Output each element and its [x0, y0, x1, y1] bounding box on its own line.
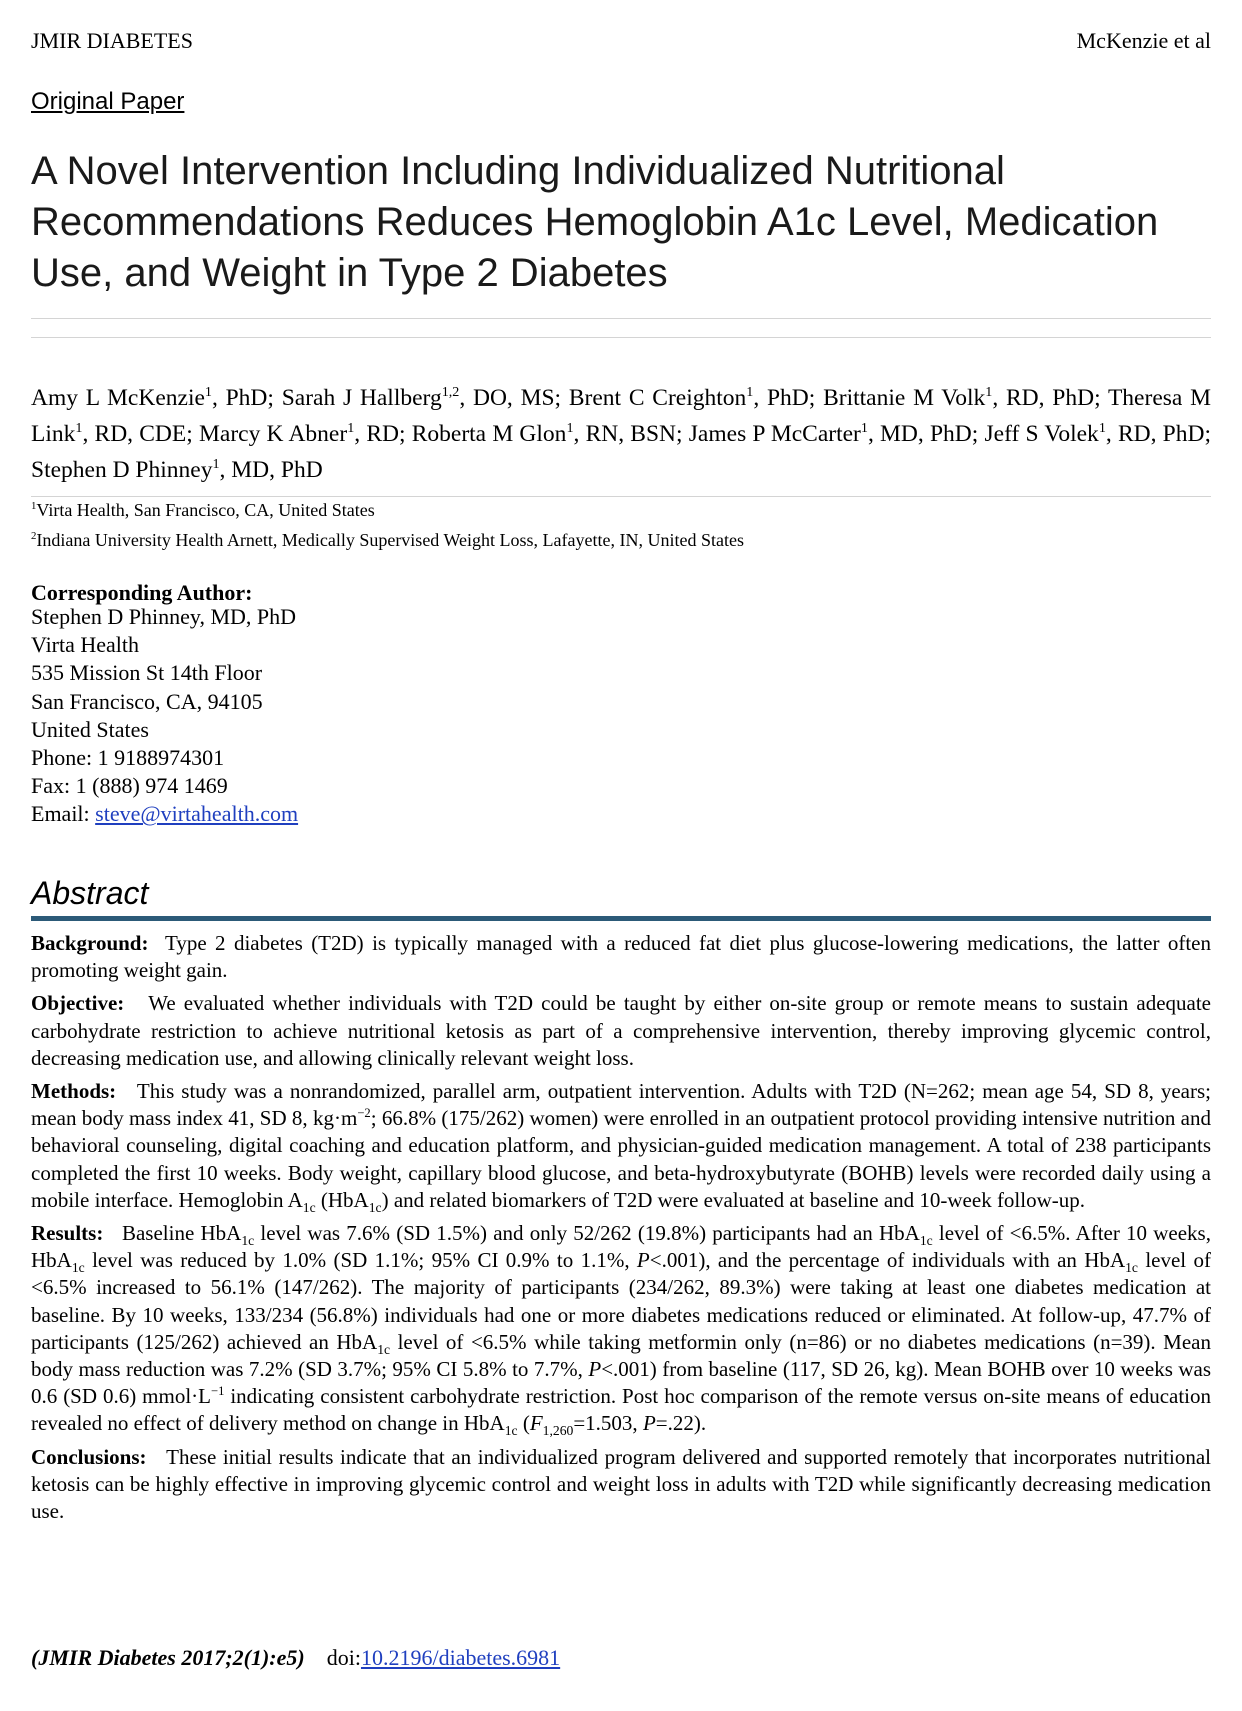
author-name: Jeff S Volek [984, 421, 1099, 447]
citation [31, 1645, 560, 1671]
author-name: Roberta M Glon [411, 421, 567, 447]
abstract-objective [31, 990, 1211, 1072]
superscript: −1 [210, 1384, 225, 1399]
affiliation [31, 500, 1211, 521]
subscript: 1c [1125, 1260, 1138, 1276]
author-degree: , RD, PhD; [1105, 421, 1212, 447]
section-text: Baseline HbA [121, 1221, 242, 1246]
author-degree: , PhD; [753, 385, 824, 411]
author-affiliation: 1 [746, 384, 754, 401]
section-label: Objective: [31, 991, 125, 1016]
affiliation-number: 1 [31, 500, 37, 512]
section-label: Conclusions: [31, 1444, 147, 1469]
corresponding-phone: Phone: 1 9188974301 [31, 745, 225, 771]
author-degree: , RN, BSN; [573, 421, 689, 447]
section-text: =1.503, [573, 1411, 643, 1436]
section-text: =.22). [655, 1411, 707, 1436]
author-degree: , RD, CDE; [82, 421, 200, 447]
p-value-symbol: P [636, 1248, 650, 1273]
author-name: Marcy K Abner [199, 421, 348, 447]
author-name: Sarah J Hallberg [281, 385, 442, 411]
article-title: A Novel Intervention Including Individualized Nutritional Recommendations Reduces Hemoglobin A1c Level, Medication Use, and Weight in Type 2 Diabetes [31, 149, 1159, 295]
article-type: Original Paper [31, 88, 185, 115]
author-name: Brent C Creighton [568, 385, 747, 411]
affiliation [31, 530, 1211, 551]
author-degree: , MD, PhD; [867, 421, 985, 447]
doi-label: doi: [326, 1645, 361, 1670]
running-author: McKenzie et al [1076, 28, 1211, 53]
divider [31, 337, 1211, 338]
author-degree: , RD, PhD; [992, 385, 1108, 411]
superscript: −2 [357, 1106, 371, 1121]
corresponding-author-label: Corresponding Author: [31, 580, 253, 605]
author-degree: , PhD; [211, 385, 282, 411]
corresponding-street: 535 Mission St 14th Floor [31, 660, 263, 686]
running-header [31, 28, 1211, 58]
corresponding-email-line [31, 800, 831, 828]
author-affiliation: 1 [204, 384, 212, 401]
section-text: This study was a nonrandomized, parallel arm, outpatient intervention. Adults with T2D (N=262; mean age 54, SD 8, years; mean body mass index 41, SD 8, kg·m [31, 1079, 1212, 1131]
subscript: 1c [241, 1233, 255, 1249]
corresponding-country: United States [31, 716, 149, 742]
email-link[interactable]: steve@virtahealth.com [95, 801, 299, 827]
section-label: Background: [31, 931, 149, 955]
author-affiliation: 1,2 [441, 384, 460, 401]
affiliation-text: Virta Health, San Francisco, CA, United States [36, 500, 375, 520]
author-name: Theresa M Link [31, 385, 1211, 447]
section-text: ( [517, 1411, 530, 1436]
subscript: 1c [504, 1423, 518, 1439]
section-label: Results: [31, 1221, 104, 1246]
author-name: Brittanie M Volk [823, 385, 986, 411]
author-name: Amy L McKenzie [31, 385, 205, 411]
abstract-heading: Abstract [31, 875, 149, 911]
email-label: Email: [31, 801, 96, 827]
divider [31, 318, 1211, 319]
section-text: These initial results indicate that an individualized program delivered and supported remotely that incorporates nutritional ketosis can be highly effective in improving glycemic control and weight loss in adults with T2D while significantly decreasing medication use. [31, 1444, 1211, 1524]
section-text: level of <6.5% while taking metformin only (n=86) or no diabetes medications (n=39). Mean body mass reduction was 7.2% (SD 3.7%; 95% CI 5.8% to 7.7%, [31, 1329, 1211, 1382]
author-degree: , MD, PhD [219, 457, 323, 483]
author-affiliation: 1 [985, 384, 993, 401]
abstract-divider [31, 916, 1211, 921]
section-text: level was 7.6% (SD 1.5%) and only 52/262 (19.8%) participants had an HbA [254, 1221, 920, 1246]
corresponding-author-details [31, 603, 831, 829]
author-name: Stephen D Phinney [31, 457, 213, 483]
affiliation-number: 2 [31, 530, 37, 542]
author-affiliation: 1 [212, 456, 220, 473]
author-degree: , DO, MS; [459, 385, 569, 411]
author-name: James P McCarter [688, 421, 861, 447]
abstract-conclusions [31, 1444, 1211, 1526]
subscript: 1c [377, 1342, 391, 1358]
corresponding-fax: Fax: 1 (888) 974 1469 [31, 773, 228, 799]
section-text: We evaluated whether individuals with T2D could be taught by either on-site group or remote means to sustain adequate carbohydrate restriction to achieve nutritional ketosis as part of a comprehensive intervention, thereby improving glycemic control, decreasing medication use, and allowing clinically relevant weight loss. [31, 991, 1211, 1070]
author-degree: , RD; [354, 421, 412, 447]
section-text: level was reduced by 1.0% (SD 1.1%; 95% CI 0.9% to 1.1%, [84, 1248, 637, 1273]
section-text: (HbA [315, 1187, 369, 1212]
section-text: Type 2 diabetes (T2D) is typically managed with a reduced fat diet plus glucose-lowering medications, the latter often promoting weight gain. [31, 931, 1212, 983]
abstract-methods [31, 1078, 1211, 1214]
f-statistic-symbol: F [529, 1411, 543, 1436]
author-list [31, 380, 1211, 488]
subscript: 1c [302, 1200, 316, 1216]
subscript: 1c [368, 1200, 382, 1216]
doi-link[interactable]: 10.2196/diabetes.6981 [360, 1645, 561, 1670]
p-value-symbol: P [642, 1411, 656, 1436]
section-label: Methods: [31, 1079, 117, 1104]
corresponding-city: San Francisco, CA, 94105 [31, 688, 263, 714]
corresponding-name: Stephen D Phinney, MD, PhD [31, 604, 297, 629]
p-value-symbol: P [588, 1357, 602, 1382]
author-affiliation: 1 [1098, 420, 1106, 437]
author-affiliation: 1 [75, 420, 83, 437]
author-affiliation: 1 [566, 420, 574, 437]
section-text: <.001) from baseline (117, SD 26, kg). Mean BOHB over 10 weeks was 0.6 (SD 0.6) mmol·L [31, 1357, 1212, 1409]
subscript: 1c [919, 1233, 933, 1249]
section-text: level of <6.5% increased to 56.1% (147/262). The majority of participants (234/262, 89.3%) were taking at least one diabetes medication at baseline. By 10 weeks, 133/234 (56.8%) individuals had one or more diabetes medications reduced or eliminated. At follow-up, 47.7% of participants (125/262) achieved an HbA [31, 1248, 1211, 1354]
corresponding-organization: Virta Health [31, 632, 140, 658]
section-text: <.001), and the percentage of individuals with an HbA [649, 1248, 1126, 1273]
section-text: level of <6.5%. After 10 weeks, HbA [31, 1221, 1211, 1273]
author-affiliation: 1 [347, 420, 355, 437]
abstract-body [31, 930, 1211, 1531]
section-text: ; 66.8% (175/262) women) were enrolled in an outpatient protocol providing intensive nutrition and behavioral counseling, digital coaching and education platform, and physician-guided medication management. A total of 238 participants completed the first 10 weeks. Body weight, capillary blood glucose, and beta-hydroxybutyrate (BOHB) levels were recorded daily using a mobile interface. Hemoglobin A [31, 1106, 1211, 1212]
section-text: ) and related biomarkers of T2D were evaluated at baseline and 10-week follow-up. [381, 1187, 1086, 1212]
journal-name: JMIR DIABETES [31, 28, 193, 53]
abstract-results [31, 1220, 1211, 1438]
subscript: 1,260 [542, 1423, 574, 1439]
subscript: 1c [71, 1260, 85, 1276]
citation-reference: (JMIR Diabetes 2017;2(1):e5) [31, 1645, 305, 1670]
divider [31, 496, 1211, 497]
abstract-background [31, 930, 1211, 984]
author-affiliation: 1 [860, 420, 868, 437]
section-text: indicating consistent carbohydrate restriction. Post hoc comparison of the remote versus on-site means of education revealed no effect of delivery method on change in HbA [31, 1384, 1212, 1436]
affiliation-text: Indiana University Health Arnett, Medically Supervised Weight Loss, Lafayette, IN, United States [36, 530, 744, 550]
